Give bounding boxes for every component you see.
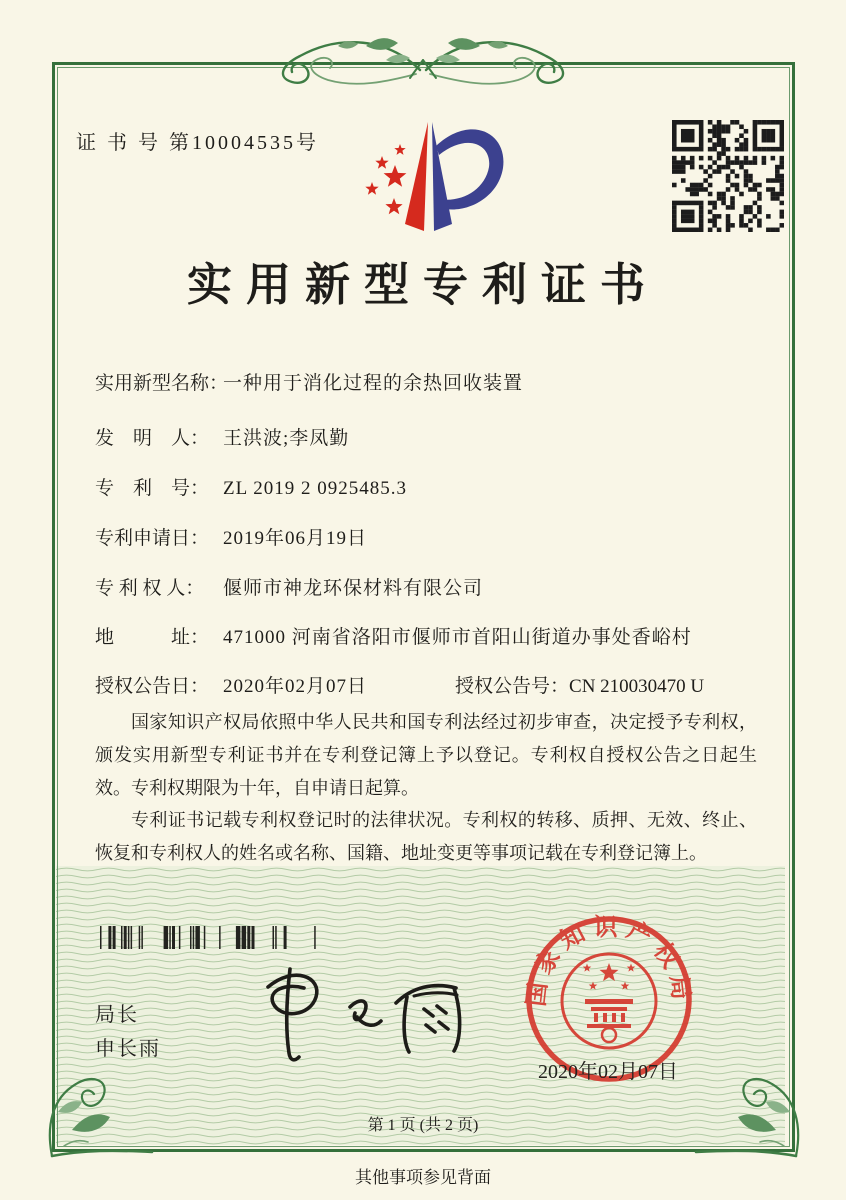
commissioner-title: 局长 xyxy=(95,1004,139,1026)
legal-text xyxy=(95,706,757,870)
field-value: 2020年02月07日 xyxy=(223,676,368,697)
back-side-note: 其他事项参见背面 xyxy=(355,1168,491,1187)
field-label: 专利申请日： xyxy=(95,528,210,549)
field-label: 专 利 号： xyxy=(95,478,210,499)
certificate-number: 证 书 号 第10004535号 xyxy=(76,132,319,154)
cnipa-logo-icon xyxy=(342,110,514,240)
top-filigree-ornament-icon xyxy=(268,16,578,96)
field-value: 一种用于消化过程的余热回收装置 xyxy=(223,373,524,394)
field-row-patent-number xyxy=(95,473,765,500)
legal-paragraph-2: 专利证书记载专利权登记时的法律状况。专利权的转移、质押、无效、终止、恢复和专利权人的姓名或名称、国籍、地址变更等事项记载在专利登记簿上。 xyxy=(95,810,757,863)
certificate-title: 实用新型专利证书 xyxy=(186,260,659,310)
commissioner-signature-icon xyxy=(228,955,478,1067)
field-value: 2019年06月19日 xyxy=(223,528,368,549)
field-value: 471000 河南省洛阳市偃师市首阳山街道办事处香峪村 xyxy=(223,627,692,648)
qr-code-icon xyxy=(672,120,784,232)
seal-text: 国家知识产权局 xyxy=(523,914,695,1008)
legal-paragraph-1: 国家知识产权局依照中华人民共和国专利法经过初步审查，决定授予专利权，颁发实用新型专利证书并在专利登记簿上予以登记。专利权自授权公告之日起生效。专利权期限为十年，自申请日起算。 xyxy=(95,712,757,798)
field-row-inventor xyxy=(95,423,765,450)
field-label: 地 址： xyxy=(95,627,210,648)
field-label: 发 明 人： xyxy=(95,428,210,449)
field-value: 王洪波;李凤勤 xyxy=(223,428,350,449)
field-value: ZL 2019 2 0925485.3 xyxy=(223,478,408,499)
commissioner-name: 申长雨 xyxy=(95,1038,161,1060)
field-label: 授权公告日： xyxy=(95,676,210,697)
field-row-address xyxy=(95,622,765,649)
seal-date: 2020年02月07日 xyxy=(538,1061,678,1083)
field-row-grant-number xyxy=(455,671,704,698)
field-label: 专 利 权 人： xyxy=(95,578,205,599)
field-label: 实用新型名称： xyxy=(95,373,229,394)
svg-text:国家知识产权局 xyxy=(523,914,695,1008)
field-label: 授权公告号： xyxy=(455,676,570,697)
field-value: 偃师市神龙环保材料有限公司 xyxy=(223,578,484,599)
field-row-name xyxy=(95,368,765,395)
barcode-icon xyxy=(100,926,328,949)
field-row-patentee xyxy=(95,573,765,600)
field-row-filing-date xyxy=(95,523,765,550)
page-number: 第 1 页 (共 2 页) xyxy=(367,1117,479,1134)
field-value: CN 210030470 U xyxy=(569,676,705,697)
